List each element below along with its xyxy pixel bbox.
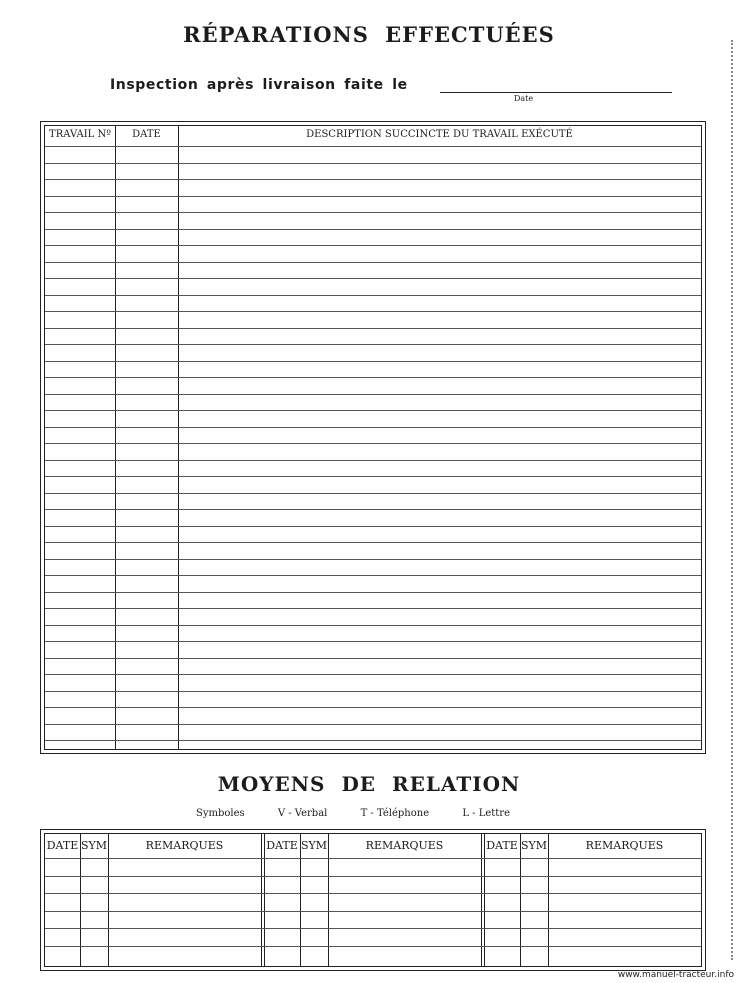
header-remarques: REMARQUES	[585, 839, 664, 852]
header-sym: SYM	[300, 839, 328, 852]
table-row-line	[45, 625, 701, 626]
table-row-line	[45, 559, 701, 560]
table-row-line	[45, 724, 701, 725]
table-row-line	[45, 278, 701, 279]
header-remarques: REMARQUES	[365, 839, 444, 852]
table-row-line	[45, 608, 701, 609]
header-travail-no: TRAVAIL Nº	[49, 129, 111, 140]
table-row-line	[45, 295, 701, 296]
table-row-line	[45, 928, 701, 929]
table-row-line	[45, 443, 701, 444]
table-row-line	[45, 526, 701, 527]
table-row-line	[45, 311, 701, 312]
header-date: DATE	[266, 839, 298, 852]
repairs-table-inner	[44, 125, 702, 750]
table-row-line	[45, 212, 701, 213]
table-row-line	[45, 674, 701, 675]
table-row-line	[45, 460, 701, 461]
symbol-telephone: T - Téléphone	[360, 808, 430, 819]
header-date: DATE	[486, 839, 518, 852]
table-row-line	[45, 476, 701, 477]
repairs-table	[40, 121, 706, 754]
table-row-line	[45, 493, 701, 494]
table-row-line	[45, 344, 701, 345]
table-row-line	[45, 946, 701, 947]
date-caption: Date	[514, 94, 534, 103]
table-row-line	[45, 410, 701, 411]
relations-table	[40, 829, 706, 971]
table-row-line	[45, 245, 701, 246]
symbol-lettre: L - Lettre	[462, 808, 510, 819]
perforation-edge	[731, 40, 733, 960]
table-row-line	[45, 377, 701, 378]
table-row-line	[45, 893, 701, 894]
header-underline	[45, 858, 701, 859]
table-row-line	[45, 575, 701, 576]
table-row-line	[45, 740, 701, 741]
table-row-line	[45, 328, 701, 329]
table-row-line	[45, 658, 701, 659]
inspection-date-field[interactable]	[440, 92, 672, 93]
table-row-line	[45, 707, 701, 708]
table-row-line	[45, 262, 701, 263]
symbols-legend	[196, 808, 540, 819]
footer-watermark: www.manuel-tracteur.info	[617, 970, 734, 980]
header-date: DATE	[132, 129, 161, 140]
header-description: DESCRIPTION SUCCINCTE DU TRAVAIL EXÉCUTÉ	[306, 129, 573, 140]
page-title: RÉPARATIONS EFFECTUÉES	[183, 22, 555, 47]
table-row-line	[45, 592, 701, 593]
relations-table-inner	[44, 833, 702, 967]
column-divider	[115, 126, 116, 749]
table-row-line	[45, 691, 701, 692]
table-row-line	[45, 542, 701, 543]
table-row-line	[45, 196, 701, 197]
table-row-line	[45, 911, 701, 912]
table-row-line	[45, 361, 701, 362]
header-underline	[45, 146, 701, 147]
symbol-verbal: V - Verbal	[277, 808, 328, 819]
inspection-label: Inspection après livraison faite le	[110, 77, 408, 93]
header-sym: SYM	[520, 839, 548, 852]
table-row-line	[45, 427, 701, 428]
table-row-line	[45, 394, 701, 395]
table-row-line	[45, 509, 701, 510]
table-row-line	[45, 641, 701, 642]
table-row-line	[45, 163, 701, 164]
column-divider	[178, 126, 179, 749]
header-sym: SYM	[80, 839, 108, 852]
symbols-label: Symboles	[196, 808, 245, 819]
header-remarques: REMARQUES	[145, 839, 224, 852]
header-date: DATE	[46, 839, 79, 852]
table-row-line	[45, 876, 701, 877]
table-row-line	[45, 179, 701, 180]
section-title-relations: MOYENS DE RELATION	[217, 772, 521, 796]
table-row-line	[45, 229, 701, 230]
